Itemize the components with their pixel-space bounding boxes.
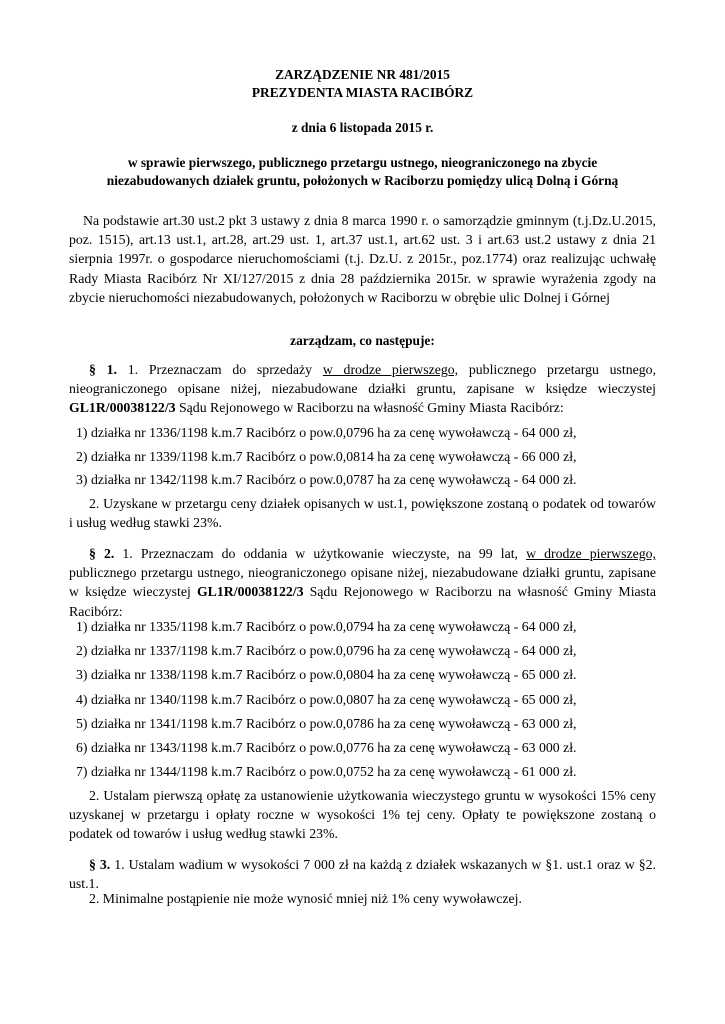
section-2-plot-item: 4) działka nr 1340/1198 k.m.7 Racibórz o pow.0,0807 ha za cenę wywoławczą - 65 000 zł, [76,692,577,707]
section-1-paragraph-2: 2. Uzyskane w przetargu ceny działek opisanych w ust.1, powiększone zostaną o podatek od towarów i usług według stawki 23%. [69,496,656,531]
section-2-label: § 2. [89,546,115,561]
document-issuer: PREZYDENTA MIASTA RACIBÓRZ [251,85,474,100]
section-1-underlined-phrase: w drodze pierwszego, [322,362,459,377]
document-subject-line1: w sprawie pierwszego, publicznego przetargu ustnego, nieograniczonego na zbycie [127,155,598,170]
decree-heading: zarządzam, co następuje: [290,333,435,348]
section-2-plot-item: 7) działka nr 1344/1198 k.m.7 Racibórz o pow.0,0752 ha za cenę wywoławczą - 61 000 zł. [76,764,577,779]
document-date: z dnia 6 listopada 2015 r. [291,120,434,135]
section-1-label: § 1. [89,362,117,377]
section-1-paragraph-1: § 1. 1. Przeznaczam do sprzedaży w drodze pierwszego, publicznego przetargu ustnego, nieograniczonego opisane niżej, niezabudowane działki gruntu, zapisane w księdze wieczystej GL1R/00038122/3 Sądu Rejonowego w Raciborzu na własność Gminy Miasta Racibórz: [69,362,657,416]
section-2-plot-item: 6) działka nr 1343/1198 k.m.7 Racibórz o pow.0,0776 ha za cenę wywoławczą - 63 000 zł. [76,740,577,755]
section-3-paragraph-1: § 3. 1. Ustalam wadium w wysokości 7 000 zł na każdą z działek wskazanych w §1. ust.1 oraz w §2. ust.1. [69,857,657,892]
section-1-plot-item: 2) działka nr 1339/1198 k.m.7 Racibórz o pow.0,0814 ha za cenę wywoławczą - 66 000 zł, [76,449,577,464]
section-2-underlined-phrase: w drodze pierwszego, [526,546,656,561]
section-2-plot-item: 2) działka nr 1337/1198 k.m.7 Racibórz o pow.0,0796 ha za cenę wywoławczą - 64 000 zł, [76,643,577,658]
document-subject-line2: niezabudowanych działek gruntu, położonych w Raciborzu pomiędzy ulicą Dolną i Górną [106,173,619,188]
document-title: ZARZĄDZENIE NR 481/2015 [275,67,450,82]
section-3-paragraph-2: 2. Minimalne postąpienie nie może wynosić mniej niż 1% ceny wywoławczej. [89,891,522,906]
preamble: Na podstawie art.30 ust.2 pkt 3 ustawy z dnia 8 marca 1990 r. o samorządzie gminnym (t.j.Dz.U.2015, poz. 1515), art.13 ust.1, art.28, art.29 ust. 1, art.37 ust.1, art.62 ust. 3 i art.63 ust.2 ustawy z dnia 21 sierpnia 1997r. o gospodarce nieruchomościami (t.j. Dz.U. z 2015r., poz.1774) oraz realizując uchwałę Rady Miasta Racibórz Nr XI/127/2015 z dnia 28 października 2015r. w sprawie wyrażenia zgody na zbycie nieruchomości niezabudowanych, położonych w Raciborzu w obrębie ulic Dolnej i Górnej [69,213,656,305]
section-1-land-register-number: GL1R/00038122/3 [69,400,176,416]
section-2-plot-item: 3) działka nr 1338/1198 k.m.7 Racibórz o pow.0,0804 ha za cenę wywoławczą - 65 000 zł. [76,667,577,682]
section-1-plot-item: 3) działka nr 1342/1198 k.m.7 Racibórz o pow.0,0787 ha za cenę wywoławczą - 64 000 zł. [76,472,577,487]
section-2-land-register-number: GL1R/00038122/3 [196,584,304,600]
section-2-plot-item: 1) działka nr 1335/1198 k.m.7 Racibórz o pow.0,0794 ha za cenę wywoławczą - 64 000 zł, [76,619,577,634]
section-1-plot-item: 1) działka nr 1336/1198 k.m.7 Racibórz o pow.0,0796 ha za cenę wywoławczą - 64 000 zł, [76,425,577,440]
section-3-label: § 3. [89,857,111,872]
section-2-plot-item: 5) działka nr 1341/1198 k.m.7 Racibórz o pow.0,0786 ha za cenę wywoławczą - 63 000 zł, [76,716,577,731]
section-2-paragraph-1: § 2. 1. Przeznaczam do oddania w użytkowanie wieczyste, na 99 lat, w drodze pierwszego, publicznego przetargu ustnego, nieograniczonego opisane niżej, niezabudowane działki gruntu, zapisane w księdze wieczystej GL1R/00038122/3 Sądu Rejonowego w Raciborzu na własność Gminy Miasta Racibórz: [69,546,656,619]
section-2-paragraph-2: 2. Ustalam pierwszą opłatę za ustanowienie użytkowania wieczystego gruntu w wysokości 15% ceny uzyskanej w przetargu i opłaty roczne w wysokości 1% tej ceny. Opłaty te powiększone zostaną o podatek od towarów i usług według stawki 23%. [69,788,656,842]
